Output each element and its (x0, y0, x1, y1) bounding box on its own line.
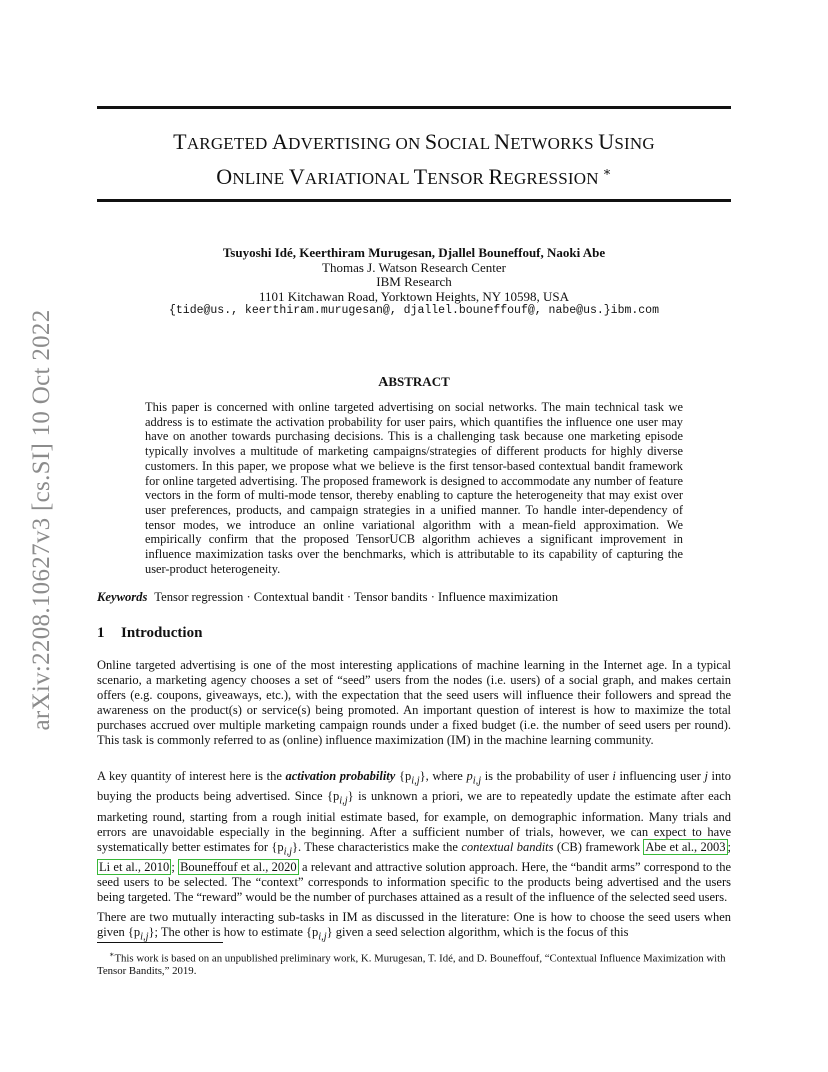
section-title: Introduction (121, 625, 203, 641)
title-top-rule (97, 106, 731, 109)
section-number: 1 (97, 625, 105, 641)
footnote-mark: ∗ (109, 950, 115, 959)
math-set-pij: $\{p_{i,j}\}$ (398, 769, 426, 787)
footnote (97, 949, 731, 977)
arxiv-identifier: arXiv:2208.10627v3 [cs.SI] 10 Oct 2022 (28, 309, 55, 731)
keywords-label: Keywords (97, 590, 148, 604)
author-block (97, 246, 731, 319)
term-activation-probability: activation probability (285, 769, 396, 783)
affiliation-address: 1101 Kitchawan Road, Yorktown Heights, NY 10598, USA (259, 288, 569, 304)
keywords-list: Tensor regression · Contextual bandit · Tensor bandits · Influence maximization (154, 590, 558, 604)
abstract-heading: ABSTRACT (378, 374, 450, 390)
citation-link-abe[interactable]: Abe et al., 2003 (645, 839, 726, 854)
intro-paragraph-1: Online targeted advertising is one of the most interesting applications of machine learning in the Internet age. In a typical scenario, a marketing agency chooses a set of “seed” users from the nodes (i.e. users) of a social graph, and makes certain offers (e.g. coupons, giveaways, etc.), with the expectation that the seed users will influence their followers and spread the awareness on the product(s) or service(s) being promoted. An important question of interest is how to maximize the total purchases accrued over multiple marketing campaign rounds under a fixed budget (i.e. the number of seed users per round). This task is commonly referred to as (online) influence maximization (IM) in the machine learning community. (97, 658, 731, 747)
citation-link-li[interactable]: Li et al., 2010 (99, 860, 170, 875)
section-heading-introduction (97, 625, 202, 642)
footnote-rule (97, 942, 223, 943)
title-line-2: ONLINE VARIATIONAL TENSOR REGRESSION ∗ (216, 164, 612, 189)
author-names: Tsuyoshi Idé, Keerthiram Murugesan, Djallel Bouneffouf, Naoki Abe (222, 245, 606, 260)
author-emails: {tide@us., keerthiram.murugesan@, djallel.bouneffouf@, nabe@us.}ibm.com (169, 304, 659, 318)
abstract-text: This paper is concerned with online targeted advertising on social networks. The main technical task we address is to estimate the activation probability for user pairs, which quantifies the influence one user may have on another towards purchasing decisions. This is a challenging task because one marketing episode typically involves a multitude of marketing campaigns/strategies of different products for highly diverse customers. In this paper, we propose what we believe is the first tensor-based contextual bandit framework for online targeted advertising. The proposed framework is designed to accommodate any number of feature vectors in the form of multi-mode tensor, thereby enabling to capture the heterogeneity that may exist over user preferences, products, and campaign strategies in a unified manner. To handle inter-dependency of tensor modes, we introduce an online variational algorithm with a mean-field approximation. We empirically confirm that the proposed TensorUCB algorithm achieves a significant improvement in influence maximization tasks over the benchmarks, which is attributable to its capability of capturing the user-product heterogeneity. (145, 400, 683, 576)
intro-paragraph-3: There are two mutually interacting sub-tasks in IM as discussed in the literature: One is how to choose the seed users when given $\{p_{i,j}\}$; The other is how to estimate $\{p_{i,j}\}$ given a seed selection algorithm, which is the focus of this (97, 910, 731, 943)
title-footnote-mark[interactable]: ∗ (602, 164, 612, 179)
title-line-1: TARGETED ADVERTISING ON SOCIAL NETWORKS USING (173, 129, 655, 154)
citation-link-bouneffouf[interactable]: Bouneffouf et al., 2020 (180, 860, 297, 875)
paper-title (97, 128, 731, 193)
affiliation-org: IBM Research (376, 274, 452, 290)
intro-paragraph-2: A key quantity of interest here is the activation probability $\{p_{i,j}\}$, where $p_{i,j}$ is the probability of user i influencing user j into buying the products being advertised. Since $\{p_{i,j}\}$ is unknown a priori, we are to repeatedly update the estimate after each marketing round, starting from a rough initial estimate based, for example, on demographic information. Many trials and errors are unavoidable especially in the beginning. After a sufficient number of trials, however, we can expect to have systematically better estimates for $\{p_{i,j}\}$. These characteristics make the contextual bandits (CB) framework Abe et al., 2003 ; Li et al., 2010 ; Bouneffouf et al., 2020 a relevant and attractive solution approach. Here, the “bandit arms” correspond to the seed users to be selected. The “context” corresponds to information specific to the products being advertised and the users being targeted. The “reward” would be the number of purchases attained as a result of the influence of the selected seed users. (97, 769, 732, 904)
term-contextual-bandits: contextual bandits (461, 839, 554, 854)
footnote-text: This work is based on an unpublished preliminary work, K. Murugesan, T. Idé, and D. Bouneffouf, “Contextual Influence Maximization with Tensor Bandits,” 2019. (97, 952, 726, 977)
keywords-line (97, 590, 558, 605)
affiliation-center: Thomas J. Watson Research Center (322, 259, 506, 275)
title-bottom-rule (97, 199, 731, 202)
